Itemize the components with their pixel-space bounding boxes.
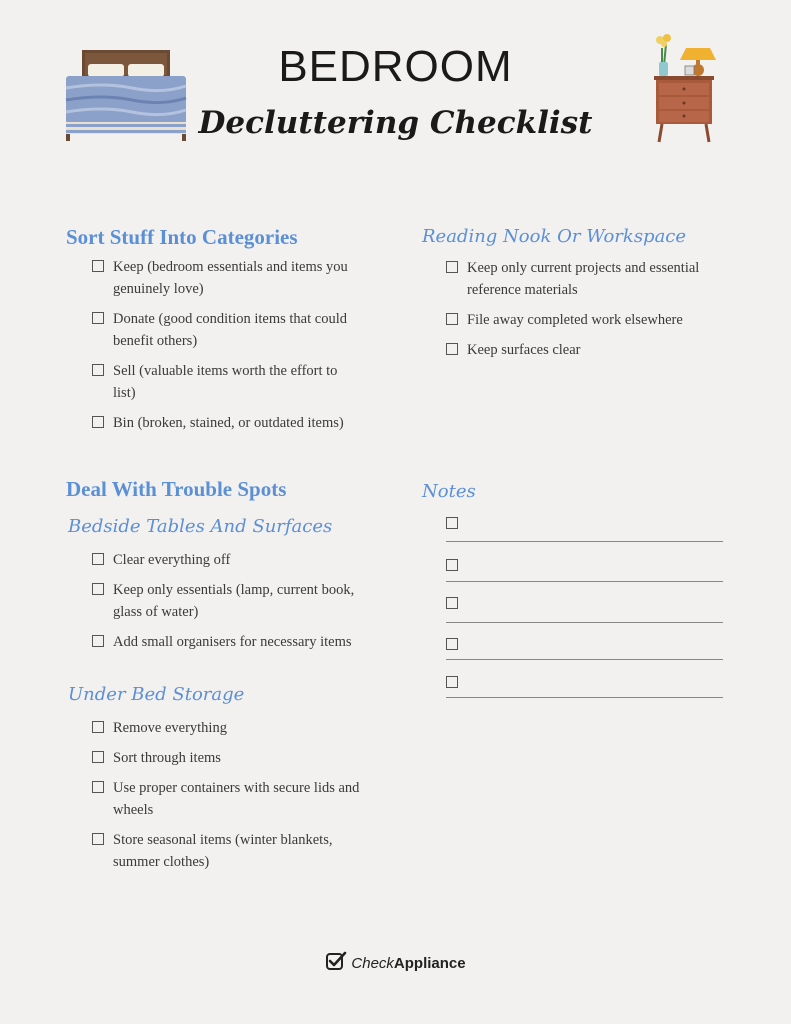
checkbox[interactable] bbox=[92, 781, 104, 793]
writing-line bbox=[446, 697, 723, 698]
checklist-item bbox=[92, 256, 362, 300]
checklist-item-label: Remove everything bbox=[113, 720, 227, 736]
checklist-bedside bbox=[92, 549, 362, 661]
checklist-item bbox=[92, 308, 362, 352]
checkbox[interactable] bbox=[92, 416, 104, 428]
checkbox[interactable] bbox=[446, 559, 458, 571]
checklist-item-label: Use proper containers with secure lids and wheels bbox=[113, 780, 360, 818]
checklist-sort bbox=[92, 256, 362, 442]
checklist-item-label: Clear everything off bbox=[113, 552, 231, 568]
checklist-item bbox=[92, 579, 362, 623]
check-box-icon bbox=[325, 950, 347, 976]
writing-line bbox=[446, 541, 723, 542]
checklist-item bbox=[92, 747, 362, 769]
note-line[interactable] bbox=[446, 676, 723, 698]
checkbox[interactable] bbox=[92, 553, 104, 565]
checkbox[interactable] bbox=[92, 635, 104, 647]
checklist-item-label: Donate (good condition items that could benefit others) bbox=[113, 311, 347, 349]
checklist-item bbox=[92, 717, 362, 739]
checkbox[interactable] bbox=[92, 583, 104, 595]
checkbox[interactable] bbox=[92, 364, 104, 376]
note-line[interactable] bbox=[446, 638, 723, 660]
writing-line bbox=[446, 659, 723, 660]
checklist-item bbox=[92, 631, 362, 653]
checkbox[interactable] bbox=[92, 751, 104, 763]
checkbox[interactable] bbox=[446, 638, 458, 650]
checklist-item bbox=[92, 777, 362, 821]
section-heading-reading: Reading Nook Or Workspace bbox=[422, 226, 687, 247]
checklist-underbed bbox=[92, 717, 362, 881]
checkbox[interactable] bbox=[446, 313, 458, 325]
note-line[interactable] bbox=[446, 559, 723, 582]
page-subtitle: Decluttering Checklist bbox=[198, 105, 593, 141]
checkbox[interactable] bbox=[446, 676, 458, 688]
checklist-item-label: File away completed work elsewhere bbox=[467, 312, 683, 328]
checklist-item-label: Sell (valuable items worth the effort to list) bbox=[113, 363, 338, 401]
checklist-item bbox=[446, 339, 736, 361]
checklist-item bbox=[92, 412, 362, 434]
checkbox[interactable] bbox=[92, 833, 104, 845]
brand-name-part1: Check bbox=[351, 954, 394, 972]
page-title: BEDROOM bbox=[278, 42, 513, 91]
note-line[interactable] bbox=[446, 597, 723, 623]
checklist-item bbox=[92, 360, 362, 404]
checklist-item bbox=[446, 309, 736, 331]
checklist-item bbox=[446, 257, 736, 301]
checkbox[interactable] bbox=[446, 343, 458, 355]
checklist-item bbox=[92, 829, 362, 873]
writing-line bbox=[446, 581, 723, 582]
checkbox[interactable] bbox=[446, 597, 458, 609]
checklist-item bbox=[92, 549, 362, 571]
checklist-item-label: Bin (broken, stained, or outdated items) bbox=[113, 415, 344, 431]
checkbox[interactable] bbox=[92, 721, 104, 733]
checklist-item-label: Add small organisers for necessary items bbox=[113, 634, 352, 650]
section-heading-sort: Sort Stuff Into Categories bbox=[66, 225, 298, 249]
checklist-item-label: Keep surfaces clear bbox=[467, 342, 581, 358]
writing-line bbox=[446, 622, 723, 623]
checkbox[interactable] bbox=[92, 312, 104, 324]
checklist-item-label: Keep (bedroom essentials and items you genuinely love) bbox=[113, 259, 348, 297]
note-line[interactable] bbox=[446, 517, 723, 542]
brand-name-part2: Appliance bbox=[393, 954, 466, 972]
subsection-heading-bedside: Bedside Tables And Surfaces bbox=[68, 516, 333, 537]
checklist-item-label: Keep only current projects and essential reference materials bbox=[467, 260, 700, 298]
checklist-item-label: Store seasonal items (winter blankets, summer clothes) bbox=[113, 832, 333, 870]
footer-logo bbox=[0, 950, 791, 976]
checklist-item-label: Sort through items bbox=[113, 750, 221, 766]
checkbox[interactable] bbox=[446, 261, 458, 273]
checkbox[interactable] bbox=[92, 260, 104, 272]
checklist-item-label: Keep only essentials (lamp, current book, glass of water) bbox=[113, 582, 355, 620]
section-heading-trouble: Deal With Trouble Spots bbox=[66, 477, 287, 501]
checklist-reading bbox=[446, 257, 736, 369]
subsection-heading-underbed: Under Bed Storage bbox=[68, 684, 245, 705]
checkbox[interactable] bbox=[446, 517, 458, 529]
section-heading-notes: Notes bbox=[422, 481, 476, 502]
